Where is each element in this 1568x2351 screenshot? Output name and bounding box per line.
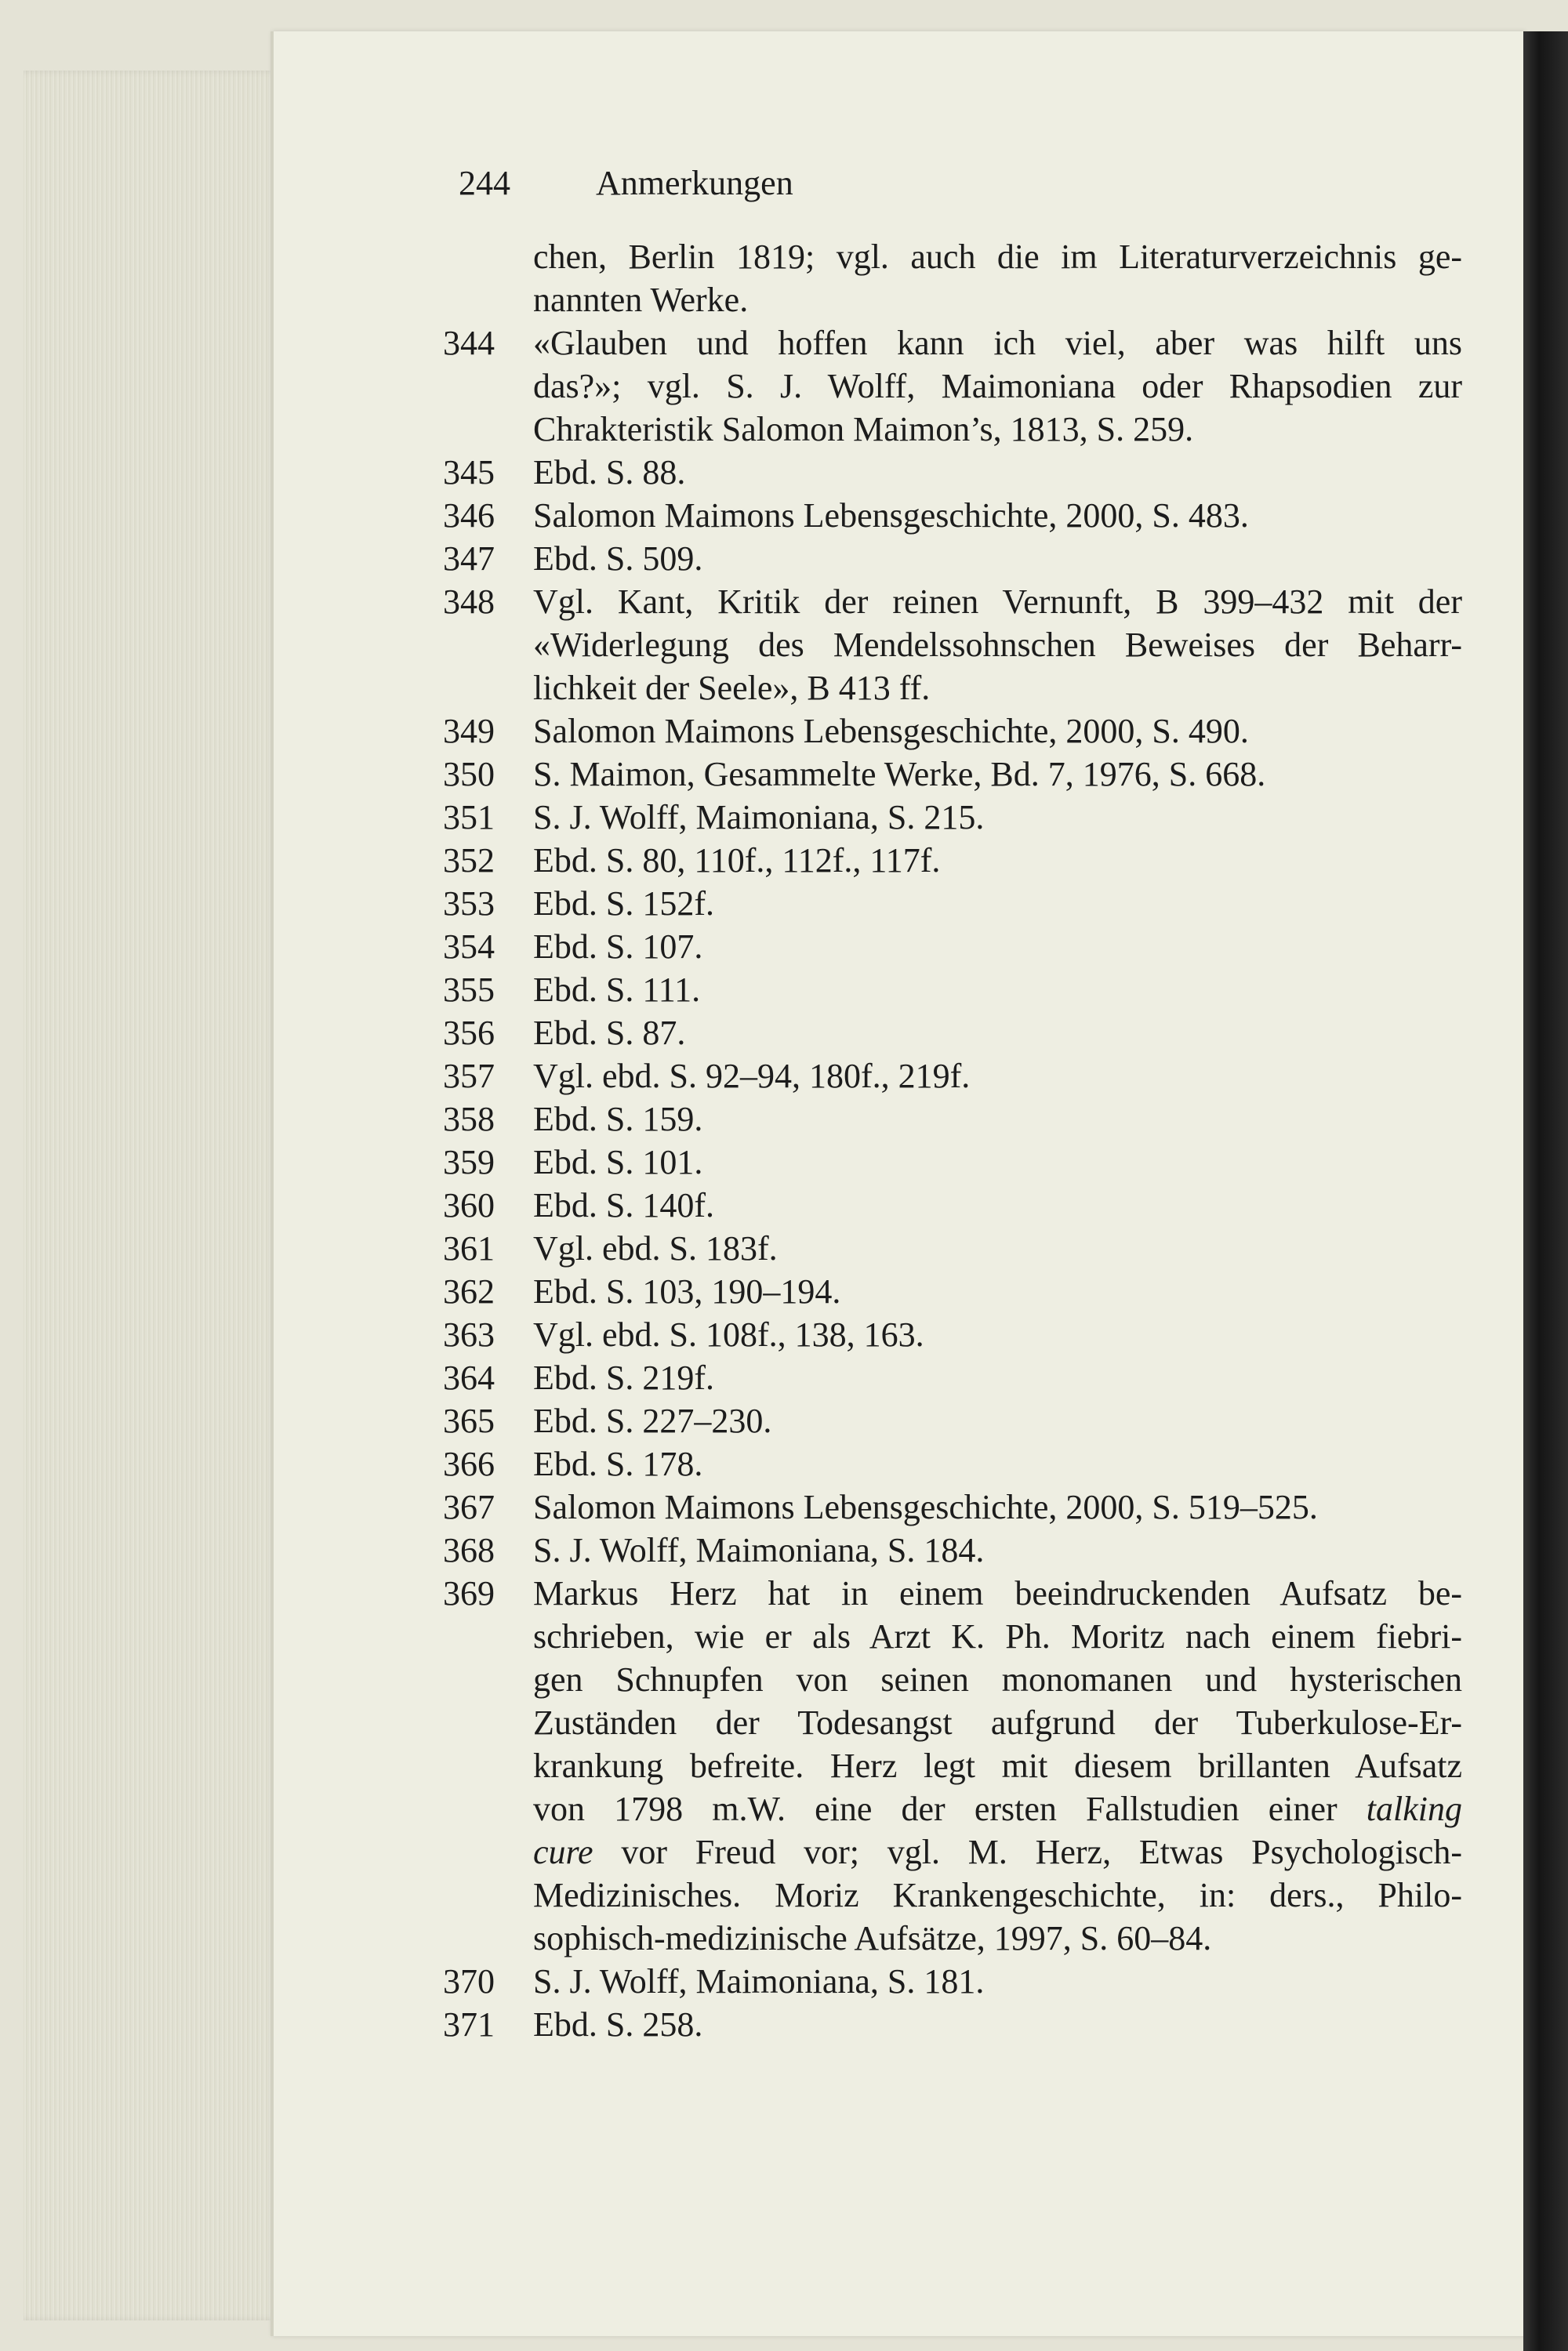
endnote [443,235,1462,321]
endnote-line: Zuständen der Todesangst aufgrund der Tuberkulose-Er- [533,1703,1462,1742]
endnote-text [533,451,1462,494]
endnote [443,1529,1462,1572]
endnote-line: von 1798 m.W. eine der ersten Fallstudien einer talking [533,1790,1462,1828]
endnote-number: 362 [443,1272,495,1311]
facing-page-edge [1523,31,1568,2351]
endnote-line: cure vor Freud vor; vgl. M. Herz, Etwas Psychologisch- [533,1833,1462,1871]
endnote-number: 355 [443,971,495,1009]
endnote-line: sophisch-medizinische Aufsätze, 1997, S. 60–84. [533,1919,1212,1957]
endnote-text [533,1141,1462,1184]
endnote-text [533,968,1462,1011]
endnote-number: 365 [443,1402,495,1440]
endnote-line: Vgl. ebd. S. 92–94, 180f., 219f. [533,1057,971,1095]
endnote-line: S. J. Wolff, Maimoniana, S. 181. [533,1962,985,2001]
endnote [443,709,1462,753]
endnote-line: «Glauben und hoffen kann ich viel, aber was hilft uns [533,324,1462,362]
endnote-line: Salomon Maimons Lebensgeschichte, 2000, S. 490. [533,712,1249,750]
endnote-line: Vgl. Kant, Kritik der reinen Vernunft, B 399–432 mit der [533,582,1462,621]
endnote-line: nannten Werke. [533,281,749,319]
endnote-text [533,1442,1462,1486]
endnote-line: Ebd. S. 159. [533,1100,703,1138]
endnote-line: S. Maimon, Gesammelte Werke, Bd. 7, 1976, S. 668. [533,755,1266,793]
endnote-number: 361 [443,1229,495,1268]
endnote [443,1011,1462,1054]
endnote-line: Markus Herz hat in einem beeindruckenden Aufsatz be- [533,1574,1462,1613]
endnote-line: Ebd. S. 103, 190–194. [533,1272,841,1311]
endnote-line: Ebd. S. 88. [533,453,686,492]
endnote-number: 346 [443,496,495,535]
endnote-text [533,753,1462,796]
endnote-number: 359 [443,1143,495,1181]
endnote [443,321,1462,451]
endnote-text [533,537,1462,580]
endnote-line: das?»; vgl. S. J. Wolff, Maimoniana oder Rhapsodien zur [533,367,1462,405]
endnote-line: Ebd. S. 107. [533,927,703,966]
endnote-text [533,321,1462,451]
endnote [443,1141,1462,1184]
endnote-line: krankung befreite. Herz legt mit diesem brillanten Aufsatz [533,1747,1462,1785]
endnote-number: 364 [443,1359,495,1397]
book-page-edge [24,71,282,2320]
endnote-text [533,1399,1462,1442]
endnote-line: Ebd. S. 152f. [533,884,714,923]
endnote [443,1960,1462,2003]
section-title: Anmerkungen [596,164,793,202]
endnote-line: chen, Berlin 1819; vgl. auch die im Literaturverzeichnis ge- [533,238,1462,276]
endnote-text [533,839,1462,882]
endnote [443,537,1462,580]
endnote-number: 348 [443,582,495,621]
endnote-line: «Widerlegung des Mendelssohnschen Beweises der Beharr- [533,626,1462,664]
endnote [443,1486,1462,1529]
endnote [443,2003,1462,2046]
endnote-number: 345 [443,453,495,492]
endnote-text [533,1529,1462,1572]
endnote-number: 371 [443,2005,495,2044]
endnote-number: 349 [443,712,495,750]
endnote-number: 356 [443,1014,495,1052]
endnote-number: 370 [443,1962,495,2001]
endnote [443,925,1462,968]
endnote [443,1572,1462,1960]
endnote-number: 347 [443,539,495,578]
endnote [443,968,1462,1011]
endnote-text [533,235,1462,321]
endnote-text [533,1227,1462,1270]
endnote-number: 360 [443,1186,495,1224]
endnote-line: Vgl. ebd. S. 183f. [533,1229,778,1268]
endnote [443,1270,1462,1313]
endnote [443,1442,1462,1486]
endnote-line: Salomon Maimons Lebensgeschichte, 2000, S. 483. [533,496,1249,535]
endnote [443,882,1462,925]
endnote-line: Ebd. S. 140f. [533,1186,714,1224]
endnote-line: Ebd. S. 219f. [533,1359,714,1397]
endnote [443,1399,1462,1442]
endnote [443,494,1462,537]
endnote-line: Ebd. S. 111. [533,971,701,1009]
endnote-number: 369 [443,1574,495,1613]
endnote-line: Ebd. S. 80, 110f., 112f., 117f. [533,841,941,880]
endnote-number: 366 [443,1445,495,1483]
endnote-text [533,882,1462,925]
endnote [443,1097,1462,1141]
endnote-text [533,796,1462,839]
endnote [443,796,1462,839]
endnote [443,1313,1462,1356]
running-header [459,163,793,210]
endnote-text [533,1572,1462,1960]
endnote-number: 358 [443,1100,495,1138]
endnotes-list [443,235,1462,2046]
endnote-text [533,1960,1462,2003]
endnote-line: Ebd. S. 509. [533,539,703,578]
endnote-line: Ebd. S. 227–230. [533,1402,772,1440]
endnote-number: 344 [443,324,495,362]
endnote-number: 353 [443,884,495,923]
endnote-line: gen Schnupfen von seinen monomanen und hysterischen [533,1660,1462,1699]
endnote-text [533,709,1462,753]
endnote [443,580,1462,709]
endnote-text [533,2003,1462,2046]
endnote [443,1184,1462,1227]
endnote-text [533,494,1462,537]
endnote-number: 354 [443,927,495,966]
endnote [443,839,1462,882]
endnote-line: S. J. Wolff, Maimoniana, S. 215. [533,798,985,836]
endnote-number: 350 [443,755,495,793]
endnote-line: lichkeit der Seele», B 413 ff. [533,669,931,707]
endnote [443,1227,1462,1270]
endnote-line: Ebd. S. 258. [533,2005,703,2044]
endnote-line: Medizinisches. Moriz Krankengeschichte, in: ders., Philo- [533,1876,1462,1914]
page-number: 244 [459,164,510,202]
endnote [443,753,1462,796]
endnote-line: Ebd. S. 178. [533,1445,703,1483]
endnote-text [533,580,1462,709]
endnote-line: S. J. Wolff, Maimoniana, S. 184. [533,1531,985,1569]
endnote-line: Vgl. ebd. S. 108f., 138, 163. [533,1315,924,1354]
endnote-number: 363 [443,1315,495,1354]
endnote-text [533,1054,1462,1097]
endnote-number: 367 [443,1488,495,1526]
endnote-number: 352 [443,841,495,880]
endnote-text [533,1486,1462,1529]
endnote-text [533,925,1462,968]
endnote [443,1356,1462,1399]
endnote-line: schrieben, wie er als Arzt K. Ph. Moritz nach einem fiebri- [533,1617,1462,1656]
endnote-text [533,1313,1462,1356]
endnote-number: 357 [443,1057,495,1095]
endnote-number [443,235,533,321]
endnote-number: 351 [443,798,495,836]
endnote [443,1054,1462,1097]
endnote-line: Chrakteristik Salomon Maimon’s, 1813, S. 259. [533,410,1194,448]
endnote [443,451,1462,494]
endnote-line: Ebd. S. 87. [533,1014,686,1052]
endnote-text [533,1270,1462,1313]
endnote-text [533,1356,1462,1399]
endnote-line: Salomon Maimons Lebensgeschichte, 2000, S. 519–525. [533,1488,1318,1526]
endnote-line: Ebd. S. 101. [533,1143,703,1181]
endnote-number: 368 [443,1531,495,1569]
endnote-text [533,1011,1462,1054]
endnote-text [533,1097,1462,1141]
endnote-text [533,1184,1462,1227]
